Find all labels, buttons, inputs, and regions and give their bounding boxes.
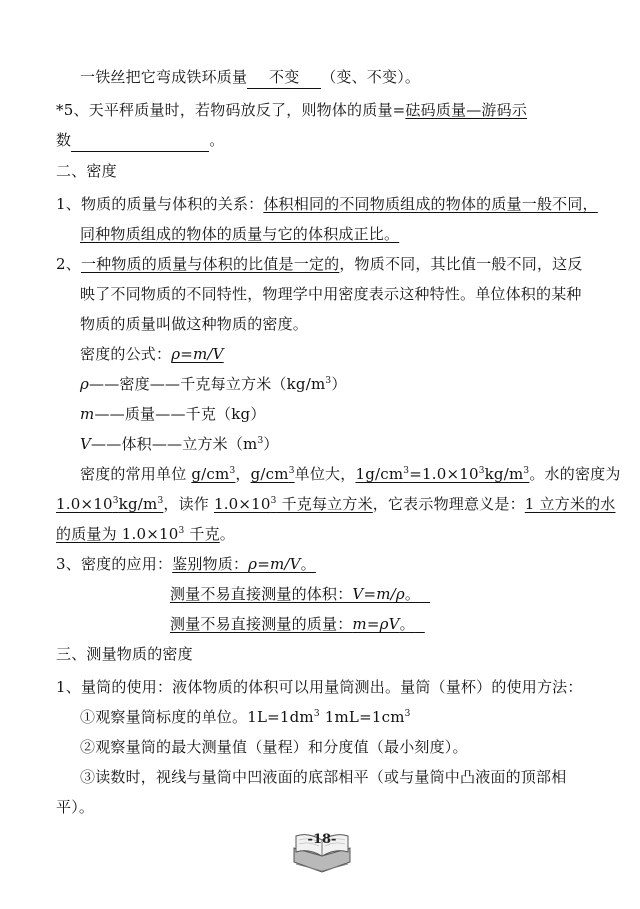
formula-text: ρ=m/V [171, 345, 224, 363]
answer-text: 一种物质的质量与体积的比值是一定的 [80, 255, 340, 273]
text: 1、物质的质量与体积的关系： [56, 195, 264, 213]
application-line-2: 测量不易直接测量的体积：V=m/ρ。 [170, 585, 421, 603]
answer-blank: 不变 [247, 66, 321, 89]
section-heading-measure: 三、测量物质的密度 [56, 645, 193, 663]
para-2 [56, 253, 583, 275]
text: *5、天平秤质量时，若物码放反了，则物体的质量= [56, 101, 406, 119]
v-definition: V——体积——立方米$(m^3)$ [80, 435, 279, 453]
text: 数 [56, 131, 72, 149]
density-formula [80, 343, 224, 365]
section-heading-density: 二、密度 [56, 162, 117, 180]
units-line: 密度的常用单位 $g/cm^3$，$g/cm^3$单位大，$1g/cm^3=1.0\times 10^3kg/m^3$。水的密度为 [80, 465, 621, 483]
step-2: ②观察量筒的最大测量值（量程）和分度值（最小刻度）。 [80, 738, 468, 756]
para-1-cont: 同种物质组成的物体的质量与它的体积成正比。 [80, 225, 400, 243]
graduated-cylinder-line: 1、量筒的使用：液体物质的体积可以用量筒测出。量筒（量杯）的使用方法： [56, 678, 583, 696]
answer-text: 体积相同的不同物质组成的物体的质量一般不同， [263, 195, 598, 213]
line-2 [56, 99, 527, 121]
step-3: ③读数时，视线与量筒中凹液面的底部相平（或与量筒中凸液面的顶部相 [80, 768, 567, 786]
step-3-cont: 平）。 [56, 798, 95, 816]
application-line: 3、密度的应用：鉴别物质：ρ=m/V。 [56, 555, 316, 573]
line-1 [80, 66, 420, 89]
text: ，物质不同，其比值一般不同，这反 [339, 255, 583, 273]
para-2-cont: 映了不同物质的不同特性，物理学中用密度表示这种特性。单位体积的某种 [80, 285, 582, 303]
water-density-line: $1.0\times 10^3kg/m^3$，读作 $1.0\times 10^3$ 千克每立方米，它表示物理意义是：1 立方米的水 [56, 495, 616, 513]
line-3 [56, 129, 224, 152]
answer-text: 砝码质量—游码示 [405, 101, 528, 119]
text: 2、 [56, 255, 81, 273]
text: 一铁丝把它弯成铁环质量 [80, 68, 248, 86]
m-definition: m——质量——千克（kg） [80, 405, 266, 423]
text: 。 [209, 131, 225, 149]
application-line-3: 测量不易直接测量的质量：m=ρV。 [170, 615, 415, 633]
text: （变、不变）。 [321, 68, 421, 86]
page-footer [290, 828, 354, 874]
answer-blank [71, 129, 209, 152]
para-1 [56, 193, 598, 215]
text: 密度的公式： [80, 345, 172, 363]
water-density-line-2: 的质量为 $1.0\times 10^3$ 千克。 [56, 525, 235, 543]
para-2-cont-2: 物质的质量叫做这种物质的密度。 [80, 315, 309, 333]
step-1: ①观察量筒标度的单位。$1L=1dm^3$ $1mL=1cm^3$ [80, 708, 411, 726]
rho-definition: ρ——密度——千克每立方米$(kg/m^3)$ [80, 375, 347, 393]
page-number: -18- [307, 832, 337, 847]
